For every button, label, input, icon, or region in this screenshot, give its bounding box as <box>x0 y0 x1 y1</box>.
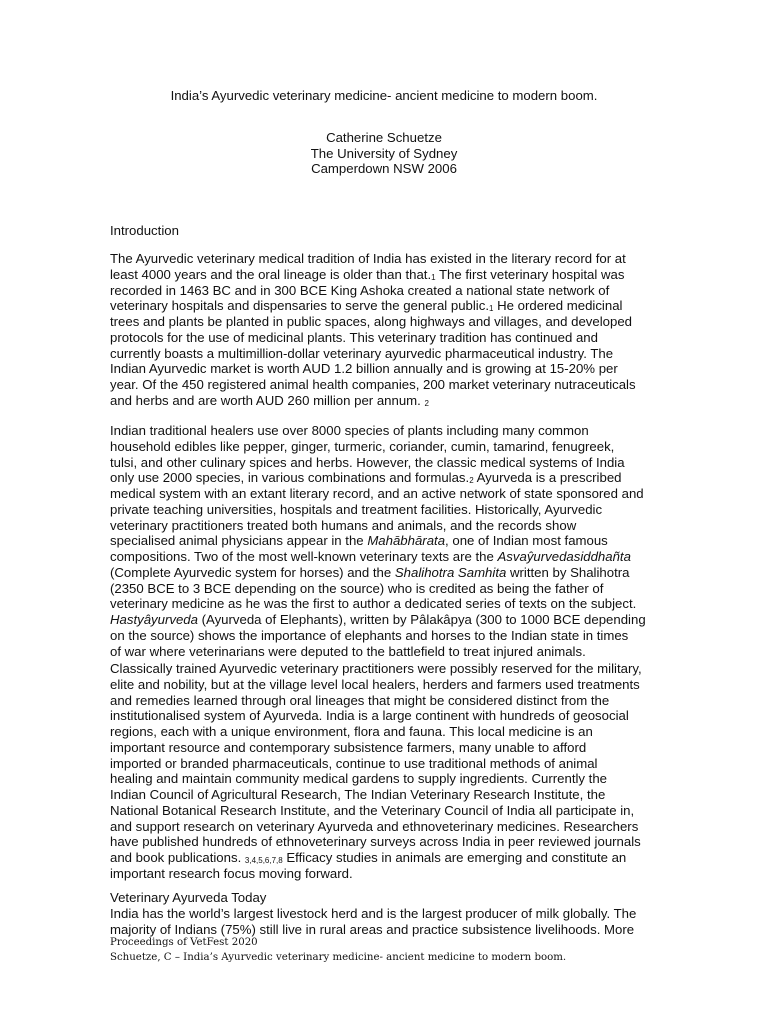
text-line: tulsi, and other culinary spices and herbs. However, the classic medical systems of India <box>110 454 625 470</box>
text-line: and remedies learned through oral lineages that might be considered distinct from the <box>110 692 610 708</box>
footer-running-title: Schuetze, C – India’s Ayurvedic veterinary medicine- ancient medicine to modern boom. <box>110 952 567 963</box>
text-line: Indian traditional healers use over 8000 species of plants including many common <box>110 423 589 438</box>
text-line: Classically trained Ayurvedic veterinary practitioners were possibly reserved for the military, <box>110 661 642 676</box>
author-address: Camperdown NSW 2006 <box>311 161 457 176</box>
text-line: healing and maintain community medical gardens to supply ingredients. Currently the <box>110 771 607 787</box>
text-line: majority of Indians (75%) still live in rural areas and practice subsistence livelihoods. More <box>110 921 635 937</box>
text-line: and herbs and are worth AUD 260 million per annum. 2 <box>110 392 429 408</box>
text-line: Indian Council of Agricultural Research, The Indian Veterinary Research Institute, the <box>110 787 606 802</box>
text-line: currently boasts a multimillion-dollar veterinary ayurvedic pharmaceutical industry. The <box>110 345 614 361</box>
text-line: veterinary practitioners treated both humans and animals, and the records show <box>110 517 577 533</box>
citation-marker: 1 <box>489 304 494 314</box>
today-paragraph-1 <box>110 906 670 938</box>
paper-title: India’s Ayurvedic veterinary medicine- ancient medicine to modern boom. <box>170 88 598 103</box>
text-line: Indian Ayurvedic market is worth AUD 1.2 billion annually and is growing at 15-20% per <box>110 361 618 377</box>
text-line: on the source) shows the importance of elephants and horses to the Indian state in times <box>110 627 629 643</box>
veterinary-ayurveda-today-heading: Veterinary Ayurveda Today <box>110 890 267 905</box>
text-line: protocols for the use of medicinal plants. This veterinary tradition has continued and <box>110 329 598 345</box>
citation-marker: 3,4,5,6,7,8 <box>244 856 283 865</box>
intro-paragraph-3 <box>110 661 670 882</box>
text-line: private teaching universities, hospitals and treatment facilities. Historically, Ayurvedic <box>110 501 603 517</box>
text-line: have published hundreds of ethnoveterinary surveys across India in peer reviewed journals <box>110 834 641 850</box>
text-line: least 4000 years and the oral lineage is older than that.1 The first veterinary hospital was <box>110 266 625 282</box>
text-line: regions, each with a unique environment, flora and fauna. This local medicine is an <box>110 724 593 739</box>
text-line: household edibles like pepper, ginger, turmeric, coriander, cumin, tamarind, fenugreek, <box>110 438 615 454</box>
introduction-heading: Introduction <box>110 223 179 238</box>
text-line: and support research on veterinary Ayurveda and ethnoveterinary medicines. Researchers <box>110 818 639 834</box>
text-line: trees and plants be planted in public spaces, along highways and villages, and developed <box>110 314 633 329</box>
text-line: The Ayurvedic veterinary medical tradition of India has existed in the literary record for at <box>110 251 626 266</box>
text-line: recorded in 1463 BC and in 300 BCE King Ashoka created a national state network of <box>110 282 610 298</box>
text-line: elite and nobility, but at the village level local healers, herders and farmers used treatments <box>110 676 640 692</box>
intro-paragraph-1 <box>110 251 670 409</box>
text-line: and book publications. 3,4,5,6,7,8 Efficacy studies in animals are emerging and constitute an <box>110 850 627 865</box>
footer-proceedings: Proceedings of VetFest 2020 <box>110 937 258 948</box>
citation-marker: 1 <box>431 272 436 282</box>
text-line: Hastyâyurveda (Ayurveda of Elephants), written by Pâlakâpya (300 to 1000 BCE depending <box>110 612 646 627</box>
text-line: of war where veterinarians were deputed to the battlefield to treat injured animals. <box>110 643 586 659</box>
text-line: important resource and contemporary subsistence farmers, many unable to afford <box>110 739 587 755</box>
text-line: National Botanical Research Institute, and the Veterinary Council of India all participate in, <box>110 802 635 818</box>
text-line: specialised animal physicians appear in the Mahābhārata, one of Indian most famous <box>110 533 608 549</box>
text-line: (2350 BCE to 3 BCE depending on the source) who is credited as being the father of <box>110 580 604 596</box>
text-line: only use 2000 species, in various combinations and formulas.2 Ayurveda is a prescribed <box>110 470 622 486</box>
text-line: veterinary medicine as he was the first to author a dedicated series of texts on the subject. <box>110 596 637 612</box>
text-line: India has the world’s largest livestock herd and is the largest producer of milk globally. The <box>110 906 637 921</box>
author-institution: The University of Sydney <box>310 145 458 161</box>
text-line: institutionalised system of Ayurveda. India is a large continent with hundreds of geosocial <box>110 708 629 724</box>
text-line: (Complete Ayurvedic system for horses) and the Shalihotra Samhita written by Shalihotra <box>110 564 630 580</box>
citation-marker: 2 <box>424 398 429 408</box>
text-line: year. Of the 450 registered animal health companies, 200 market veterinary nutraceuticals <box>110 377 636 392</box>
intro-paragraph-2 <box>110 423 670 659</box>
citation-marker: 2 <box>469 476 474 486</box>
author-block <box>0 130 768 177</box>
text-line: medical system with an extant literary record, and an active network of state sponsored and <box>110 486 644 501</box>
text-line: compositions. Two of the most well-known veterinary texts are the Asvaŷurvedasiddhañta <box>110 549 631 564</box>
text-line: veterinary hospitals and dispensaries to serve the general public.1 He ordered medicinal <box>110 298 623 314</box>
author-name: Catherine Schuetze <box>326 130 442 145</box>
text-line: imported or branded pharmaceuticals, continue to use traditional methods of animal <box>110 755 598 771</box>
text-line: important research focus moving forward. <box>110 865 353 881</box>
